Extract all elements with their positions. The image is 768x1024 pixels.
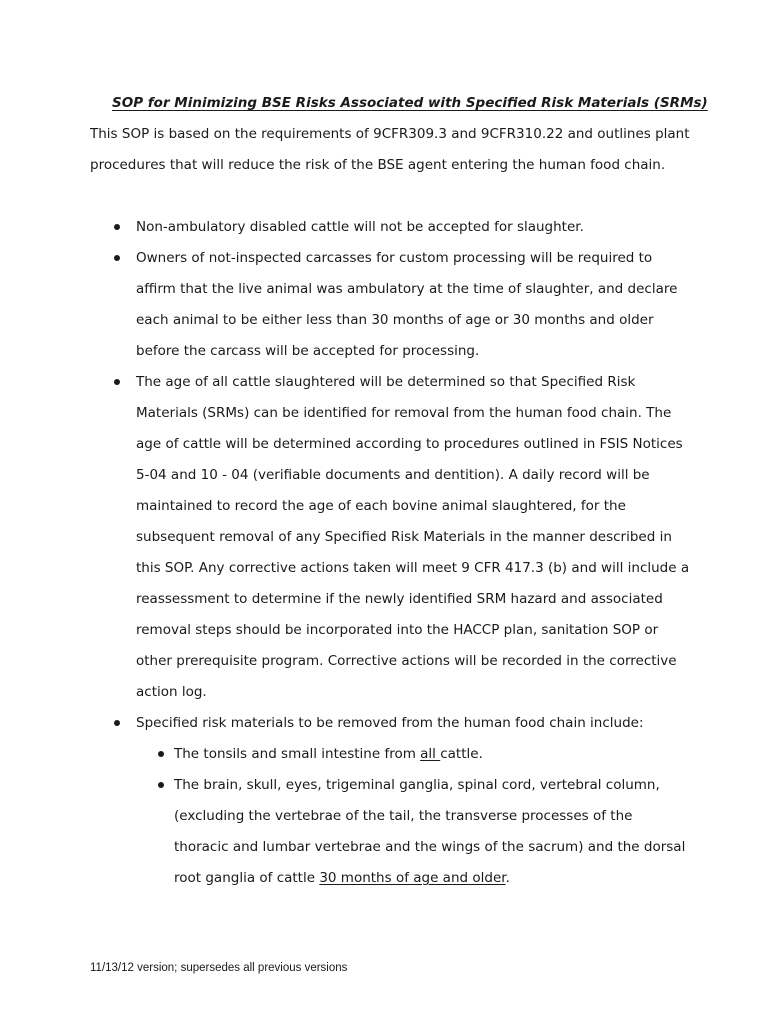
list-item-text: Owners of not-inspected carcasses for custom processing will be required to affirm that the live animal was ambulatory at the time of slaughter, and declare each animal to be either less than 30 months of age or 30 months and older before the carcass will be accepted for processing. — [136, 250, 678, 359]
list-item-text: Non-ambulatory disabled cattle will not be accepted for slaughter. — [136, 219, 584, 235]
sub-item-text: . — [505, 870, 510, 886]
list-item — [90, 243, 690, 367]
version-footer: 11/13/12 version; supersedes all previous versions — [90, 962, 348, 974]
bullet-icon — [114, 255, 120, 261]
bullet-icon — [114, 224, 120, 230]
list-item — [90, 212, 690, 243]
document-title: SOP for Minimizing BSE Risks Associated with Specified Risk Materials (SRMs) — [112, 95, 708, 111]
sub-list-item — [136, 770, 690, 894]
sub-item-text: cattle. — [440, 746, 483, 762]
bullet-icon — [158, 751, 164, 757]
sub-item-text: The tonsils and small intestine from — [174, 746, 421, 762]
list-item-text: The age of all cattle slaughtered will be determined so that Specified Risk Materials (SRMs) can be identified for removal from the human food chain. The age of cattle will be determined according to procedures outlined in FSIS Notices 5-04 and 10 - 04 (verifiable documents and dentition). A daily record will be maintained to record the age of each bovine animal slaughtered, for the subsequent removal of any Specified Risk Materials in the manner described in this SOP. Any corrective actions taken will meet 9 CFR 417.3 (b) and will include a reassessment to determine if the newly identified SRM hazard and associated removal steps should be incorporated into the HACCP plan, sanitation SOP or other prerequisite program. Corrective actions will be recorded in the corrective action log. — [136, 374, 690, 700]
bullet-icon — [114, 379, 120, 385]
sub-bullet-list — [136, 739, 690, 894]
list-item — [90, 708, 690, 894]
emphasis-age: 30 months of age and older — [319, 870, 506, 886]
intro-paragraph: This SOP is based on the requirements of 9CFR309.3 and 9CFR310.22 and outlines plant procedures that will reduce the risk of the BSE agent entering the human food chain. — [90, 126, 690, 173]
bullet-list — [90, 212, 690, 894]
list-item — [90, 367, 690, 708]
sub-item-text: The brain, skull, eyes, trigeminal ganglia, spinal cord, vertebral column, (excluding the vertebrae of the tail, the transverse processes of the thoracic and lumbar vertebrae and the wings of the sacrum) and the dorsal root ganglia of cattle — [174, 777, 686, 886]
sub-list-item — [136, 739, 690, 770]
emphasis-all: all — [420, 746, 441, 762]
bullet-icon — [158, 782, 164, 788]
list-item-text: Specified risk materials to be removed from the human food chain include: — [136, 715, 644, 731]
bullet-icon — [114, 720, 120, 726]
